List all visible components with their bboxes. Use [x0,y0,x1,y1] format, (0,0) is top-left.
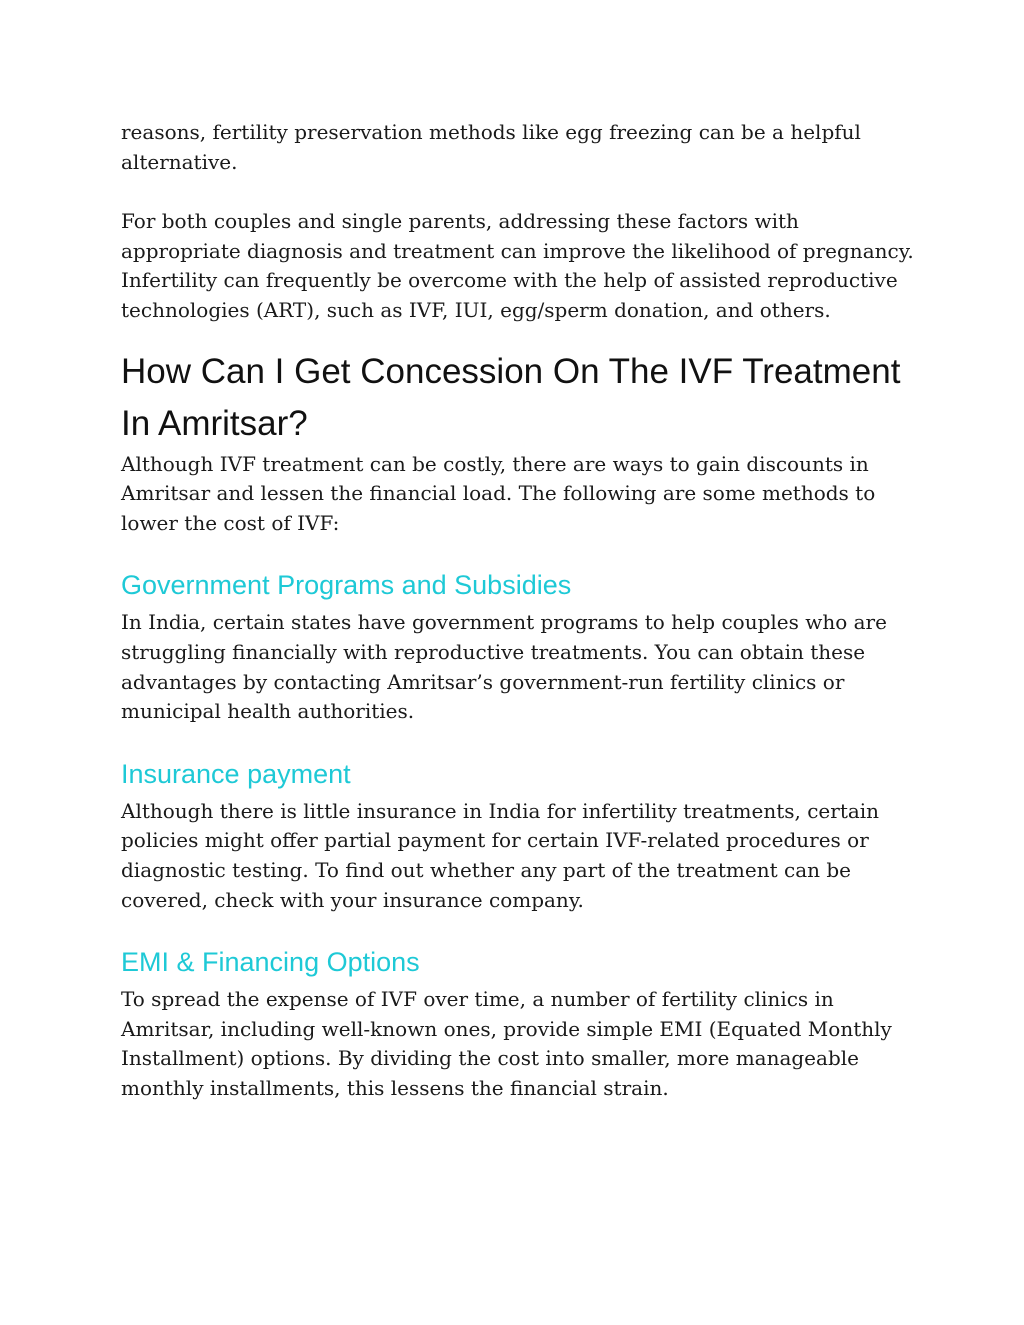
section-body-insurance: Although there is little insurance in India for infertility treatments, certain policies might offer partial payment for certain IVF-related procedures or diagnostic testing. To find out whether any part of the treatment can be covered, check with your insurance company. [121,798,880,912]
section-body-government: In India, certain states have government programs to help couples who are struggling financially with reproductive treatments. You can obtain these advantages by contacting Amritsar’s government-run fertility clinics or municipal health authorities. [121,610,887,724]
section-heading-government: Government Programs and Subsidies [121,570,572,601]
page-title: How Can I Get Concession On The IVF Treatment In Amritsar? [121,351,901,443]
title-lead-paragraph: Although IVF treatment can be costly, there are ways to gain discounts in Amritsar and lessen the financial load. The following are some methods to lower the cost of IVF: [121,451,876,535]
section-heading-emi: EMI & Financing Options [121,947,420,978]
intro-paragraph-2: For both couples and single parents, addressing these factors with appropriate diagnosis and treatment can improve the likelihood of pregnancy. Infertility can frequently be overcome with the help of assisted reproductive technologies (ART), such as IVF, IUI, egg/sperm donation, and others. [121,209,914,322]
document-page [121,118,921,1103]
section-heading-insurance: Insurance payment [121,758,351,789]
intro-paragraph-1: reasons, fertility preservation methods like egg freezing can be a helpful alternative. [121,120,861,174]
section-body-emi: To spread the expense of IVF over time, a number of fertility clinics in Amritsar, including well-known ones, provide simple EMI (Equated Monthly Installment) options. By dividing the cost into smaller, more manageable monthly installments, this lessens the financial strain. [121,987,892,1100]
